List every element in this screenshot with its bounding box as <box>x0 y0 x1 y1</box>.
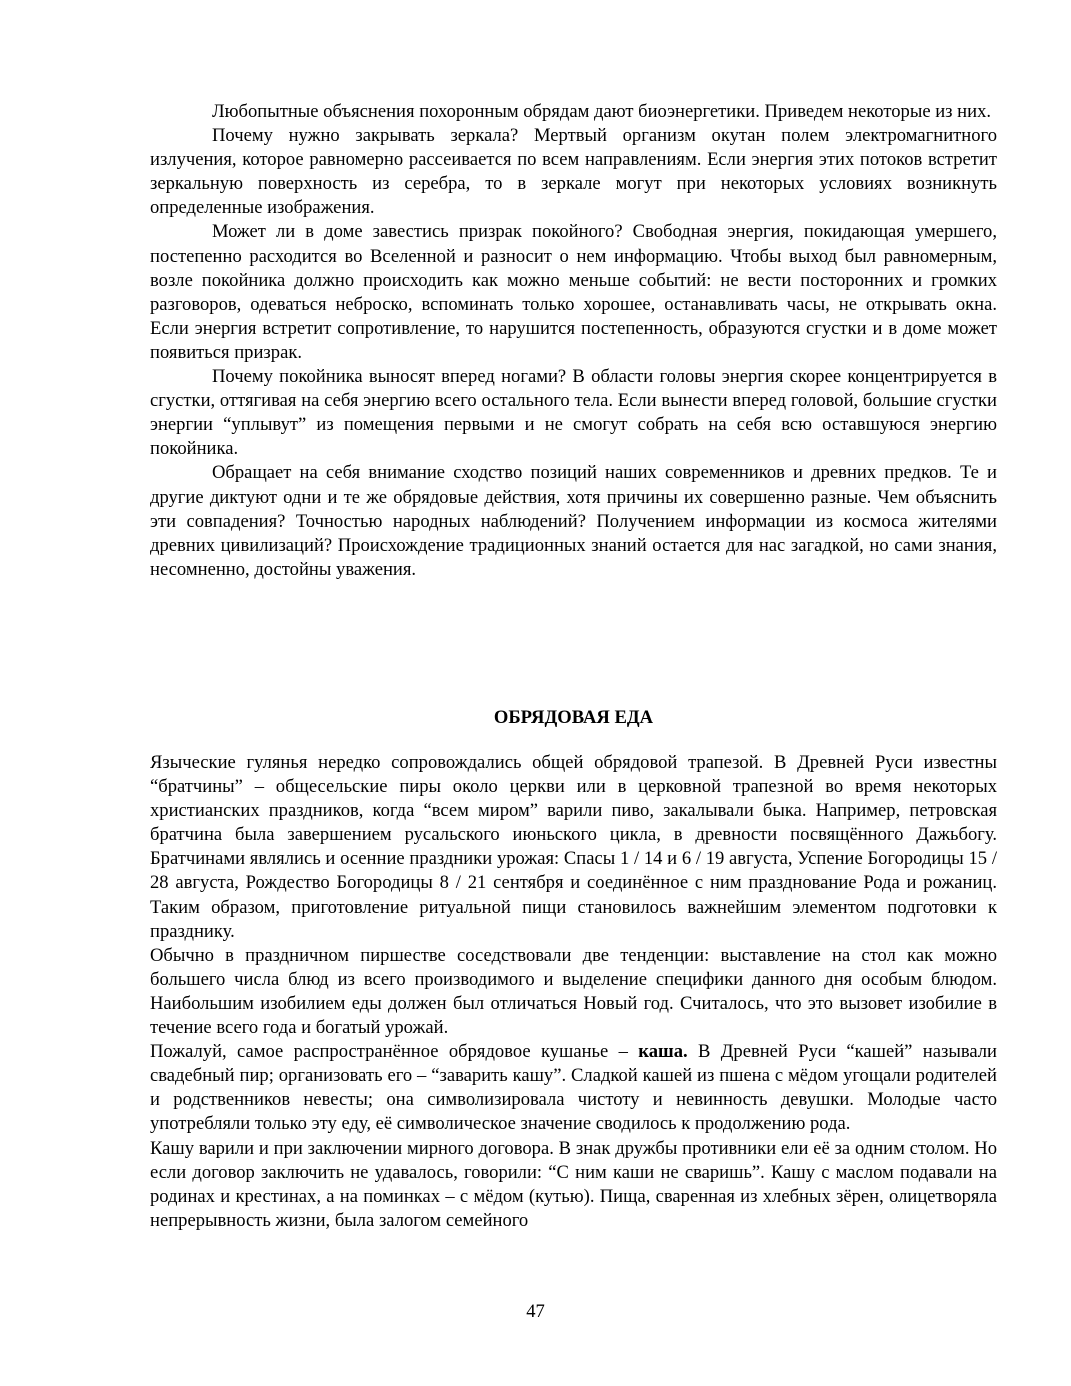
paragraph: Любопытные объяснения похоронным обрядам дают биоэнергетики. Приведем некоторые из них. <box>212 101 992 122</box>
bold-term: каша. <box>638 1041 688 1063</box>
paragraph: Почему нужно закрывать зеркала? Мертвый организм окутан полем электромагнитного излучения, которое равномерно рассеивается по всем направлениям. Если энергия этих потоков встретит зеркальную поверхность из серебра, то в зеркале могут при некоторых условиях возникнуть определенные изображения. <box>150 125 997 219</box>
paragraph: Почему покойника выносят вперед ногами? В области головы энергия скорее концентрируется в сгустки, оттягивая на себя энергию всего остального тела. Если вынести вперед головой, большие сгустки энергии “уплывут” из помещения первыми и не смогут собрать на себя всю оставшуюся энергию покойника. <box>150 366 997 460</box>
paragraph: Обычно в праздничном пиршестве соседствовали две тенденции: выставление на стол как можно большего числа блюд из всего производимого и выделение специфики данного дня особым блюдом. Наибольшим изобилием еды должен был отличаться Новый год. Считалось, что это вызовет изобилие в течение всего года и богатый урожай. <box>150 944 997 1039</box>
paragraph: Обращает на себя внимание сходство позиций наших современников и древних предков. Те и другие диктуют одни и те же обрядовые действия, хотя причины их совершенно разные. Чем объяснить эти совпадения? Точностью народных наблюдений? Получением информации из космоса жителями древних цивилизаций? Происхождение традиционных знаний остается для нас загадкой, но сами знания, несомненно, достойны уважения. <box>150 462 997 580</box>
paragraph-text: Пожалуй, самое распространённое обрядовое кушанье – <box>150 1041 639 1063</box>
section-bioenergetics <box>150 100 997 582</box>
paragraph: Языческие гулянья нередко сопровождались общей обрядовой трапезой. В Древней Руси известны “братчины” – общесельские пиры около церкви или в церковной трапезной во время некоторых христианских праздников, когда “всем миром” варили пиво, закалывали быка. Например, петровская братчина была завершением русальского июньского цикла, в древности посвящённого Дажьбогу. Братчинами являлись и осенние праздники урожая: Спасы 1 / 14 и 6 / 19 августа, Успение Богородицы 15 / 28 августа, Рождество Богородицы 8 / 21 сентября и соединённое с ним празднование Рода и рожаниц. Таким образом, приготовление ритуальной пищи становилось важнейшим элементом подготовки к празднику. <box>150 752 997 942</box>
section-heading: ОБРЯДОВАЯ ЕДА <box>493 707 654 728</box>
paragraph <box>150 1040 997 1136</box>
paragraph: Может ли в доме завестись призрак покойного? Свободная энергия, покидающая умершего, постепенно расходится во Вселенной и разносит о нем информацию. Чтобы выход был равномерным, возле покойника должно происходить как можно меньше событий: не вести посторонних и громких разговоров, одеваться неброско, вспоминать только хорошее, останавливать часы, не открывать окна. Если энергия встретит сопротивление, то нарушится постепенность, образуются сгустки и в доме может появиться призрак. <box>150 221 997 363</box>
paragraph-text: В Древней Руси “кашей” называли свадебный пир; организовать его – “заварить кашу”. Сладкой кашей из пшена с мёдом угощали родителей и родственников невесты; она символизировала чистоту и невинность девушки. Молодые часто употребляли только эту еду, её символическое значение сводилось к продолжению рода. <box>150 1041 997 1135</box>
page-number: 47 <box>526 1301 545 1322</box>
paragraph: Кашу варили и при заключении мирного договора. В знак дружбы противники ели её за одним столом. Но если договор заключить не удавалось, говорили: “С ним каши не сваришь”. Кашу с маслом подавали на родинах и крестинах, а на поминках – с мёдом (кутью). Пища, сваренная из хлебных зёрен, олицетворяла непрерывность жизни, была залогом семейного <box>150 1137 997 1231</box>
section-ritual-food <box>150 751 997 1233</box>
